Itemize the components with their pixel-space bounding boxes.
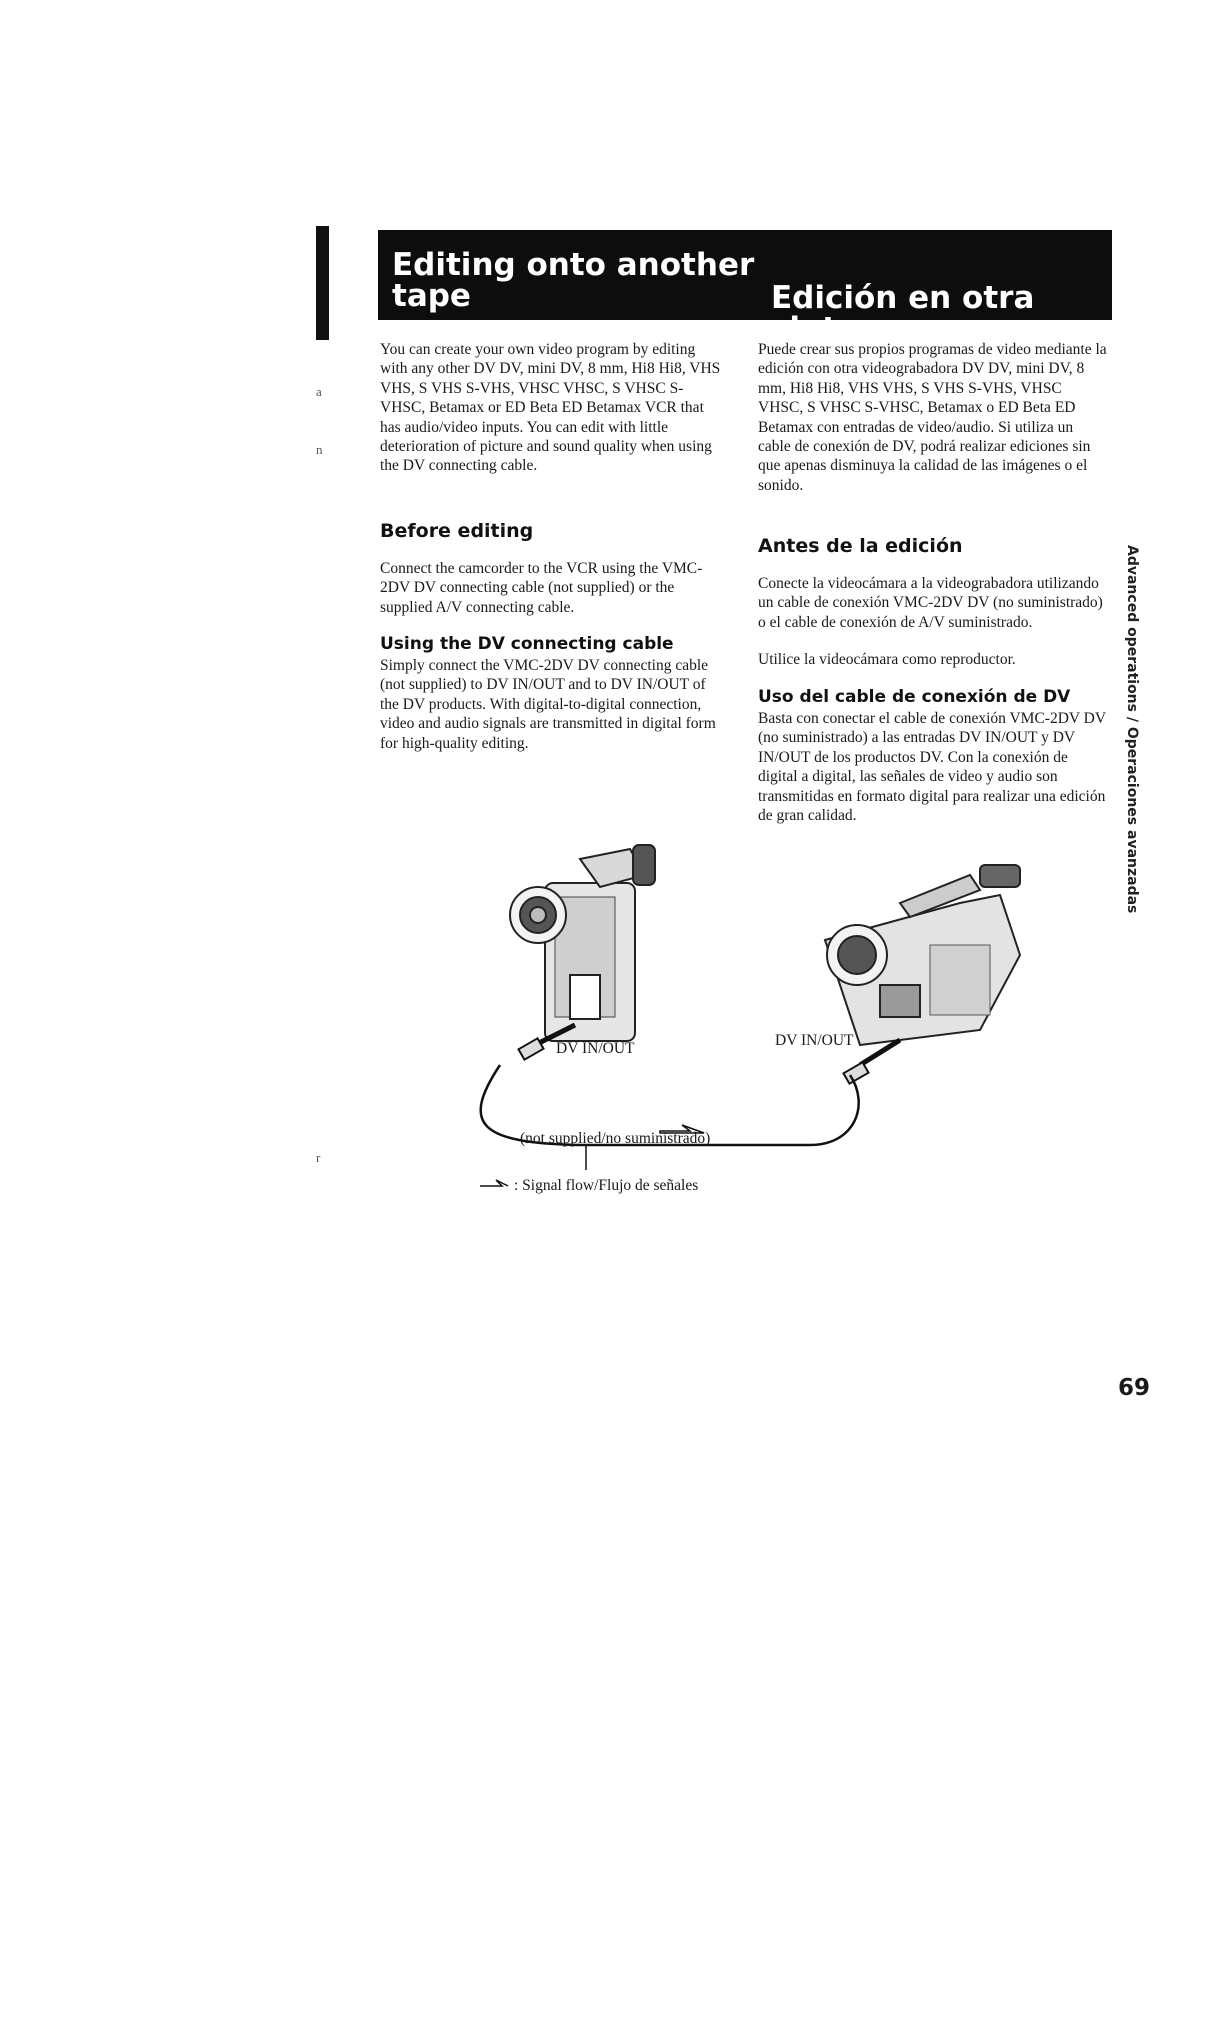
legend-arrow-icon — [480, 1175, 510, 1185]
page-number: 69 — [1118, 1375, 1151, 1401]
cable-caption: (not supplied/no suministrado) — [520, 1130, 711, 1147]
margin-mark: n — [316, 442, 323, 457]
section-side-tab: Advanced operations / Operaciones avanzadas — [1124, 545, 1140, 914]
before-editing-text: Connect the camcorder to the VCR using the VMC-2DV DV connecting cable (not supplied) or the supplied A/V connecting cable. — [380, 560, 703, 616]
left-dv-in-out-label: DV IN/OUT — [556, 1040, 635, 1057]
using-dv-heading: Using the DV connecting cable — [380, 634, 674, 654]
left-camcorder-illustration — [510, 845, 655, 1041]
spanish-title: Edición en otra cinta — [771, 280, 1035, 347]
margin-mark: r — [316, 1150, 321, 1165]
right-dv-in-out-label: DV IN/OUT — [775, 1032, 854, 1049]
english-title-line2: tape — [392, 278, 471, 314]
before-editing-heading: Before editing — [380, 520, 534, 542]
english-title — [392, 247, 755, 314]
antes-text: Conecte la videocámara a la videograbadora utilizando un cable de conexión VMC-2DV DV (no suministrado) o el cable de conexión de A/V suministrado. — [758, 575, 1103, 631]
signal-flow-legend: : Signal flow/Flujo de señales — [514, 1177, 699, 1194]
right-camcorder-illustration — [825, 865, 1020, 1045]
english-intro: You can create your own video program by editing with any other DV DV, mini DV, 8 mm, Hi8 Hi8, VHS VHS, S VHS S-VHS, VHSC VHSC, S VHSC S-VHSC, Betamax or ED Beta ED Betamax VCR that has audio/video inputs. You can edit with little deterioration of picture and sound quality when using the DV connecting cable. — [380, 341, 721, 475]
spanish-intro: Puede crear sus propios programas de video mediante la edición con otra videograbadora DV DV, mini DV, 8 mm, Hi8 Hi8, VHS VHS, S VHS S-VHS, VHSC VHSC, S VHSC S-VHSC, Betamax o ED Beta ED Betamax con entradas de video/audio. Si utiliza un cable de conexión de DV, podrá realizar ediciones sin que apenas disminuya la calidad de las imágenes o el sonido. — [758, 341, 1107, 494]
section-marker-bar — [316, 226, 329, 340]
english-title-line1: Editing onto another — [392, 247, 755, 283]
antes-heading: Antes de la edición — [758, 535, 963, 557]
antes-text-2: Utilice la videocámara como reproductor. — [758, 651, 1016, 668]
margin-mark: a — [316, 384, 322, 399]
connection-diagram — [460, 835, 1120, 1195]
header-band — [378, 230, 1112, 347]
uso-cable-heading: Uso del cable de conexión de DV — [758, 687, 1071, 707]
uso-cable-text: Basta con conectar el cable de conexión VMC-2DV DV (no suministrado) a las entradas DV IN/OUT y DV IN/OUT de los productos DV. Con la conexión de digital a digital, las señales de video y audio son transmitidas en formato digital para realizar una edición de gran calidad. — [758, 710, 1106, 825]
using-dv-text: Simply connect the VMC-2DV DV connecting cable (not supplied) to DV IN/OUT and to DV IN/OUT of the DV products. With digital-to-digital connection, video and audio signals are transmitted in digital form for high-quality editing. — [380, 657, 716, 752]
